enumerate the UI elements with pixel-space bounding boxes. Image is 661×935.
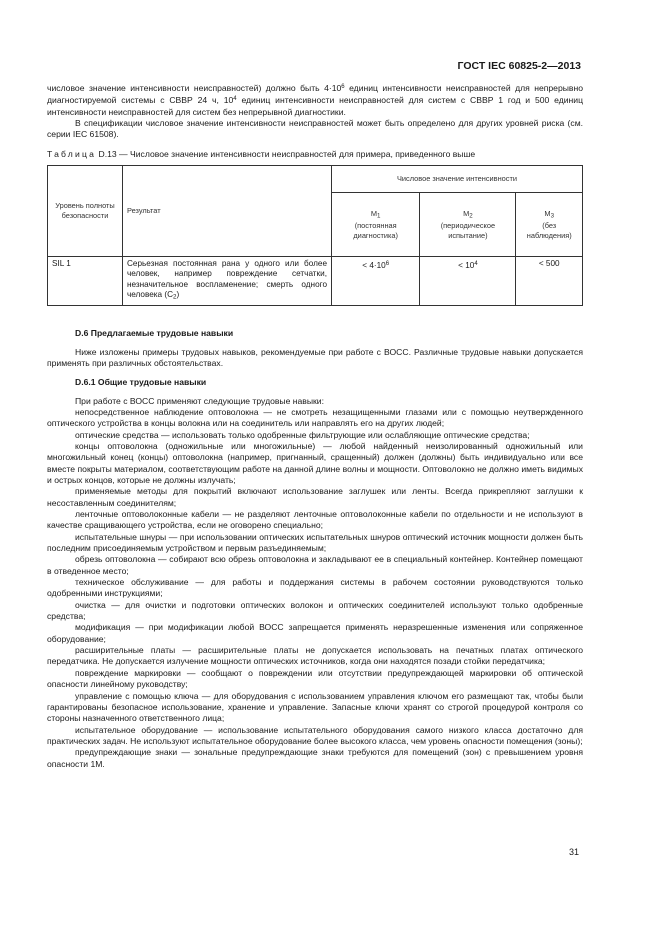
header-safety-level: Уровень полноты безопасности (48, 166, 123, 257)
standard-designation: ГОСТ IEC 60825-2—2013 (457, 60, 581, 72)
header-m1 (332, 193, 420, 257)
paragraph: техническое обслуживание — для работы и поддержания системы в рабочем состоянии руководствуются только одобренными инструкциями; (47, 577, 583, 599)
m2-subscript: 2 (469, 212, 473, 220)
section-d61-body (47, 396, 583, 770)
m3-label: M (544, 208, 551, 218)
paragraph: применяемые методы для покрытий включают использование заглушек или ленты. Всегда прикрепляют заглушки к несоставленным соединителям; (47, 486, 583, 508)
failure-rate-table (47, 165, 583, 306)
paragraph: непосредственное наблюдение оптоволокна — не смотреть незащищенными глазами или с помощью неутвержденного оптического устройства в концы волокна или на соединитель или направлять его на других людей; (47, 406, 583, 429)
paragraph: испытательные шнуры — при использовании оптических испытательных шнуров оптический источник мощности должен быть последним присоединяемым устройством и первым разъединяемым; (47, 531, 583, 554)
m2-value-exponent: 4 (474, 261, 478, 268)
section-heading-d6: D.6 Предлагаемые трудовые навыки (75, 328, 234, 339)
result-end: ) (176, 290, 180, 300)
m1-label: M (370, 208, 378, 218)
header-m2 (420, 193, 516, 257)
cell-m1-value (332, 257, 420, 306)
intro-text-part: единиц интенсивности неисправностей для непрерывно диагностируемой системы с СВВР 24 ч, 10 (47, 83, 583, 106)
paragraph: При работе с ВОСС применяют следующие трудовые навыки: (75, 395, 324, 406)
header-numeric-value: Числовое значение интенсивности (332, 166, 583, 193)
paragraph: предупреждающие знаки — зональные предупреждающие знаки требуются для помещений (зон) с превышением уровня опасности 1М. (47, 747, 583, 769)
paragraph: ленточные оптоволоконные кабели — не разделяют ленточные оптоволоконные кабели по отдельности и не используют в качестве сращивающего устройства, если не оговорено специально; (47, 509, 583, 531)
paragraph: расширительные платы — расширительные платы не допускается использовать на печатных платах оптического передатчика. Не допускается излучение мощности оптических источников, когда они находятся позади стойки передатчика; (47, 645, 583, 667)
intro-text-part: единиц интенсивности неисправностей для систем с СВВР 1 год и 500 единиц интенсивности неисправностей для систем без непрерывной диагностики. (47, 95, 583, 117)
paragraph: обрезь оптоволокна — собирают всю обрезь оптоволокна и закладывают ее в специальный контейнер. Контейнер помещают в отведенное место; (47, 554, 583, 576)
paragraph: повреждение маркировки — сообщают о повреждении или отсутствии предупреждающей маркировки об оптической опасности линейному руководству; (47, 667, 583, 690)
table-caption-text: D.13 — Числовое значение интенсивности неисправностей для примера, приведенного выше (96, 148, 476, 159)
header-m3 (516, 193, 583, 257)
section-heading-d61: D.6.1 Общие трудовые навыки (75, 377, 207, 388)
paragraph: управление с помощью ключа — для оборудования с использованием управления ключом его размещают так, чтобы были гарантированы безопасное использование, хранение и управление. Запасные ключи хранят со строгой процедурой контроля со стороны назначенного ответственного лица; (47, 690, 583, 724)
superscript: 6 (341, 84, 345, 90)
m2-description: (периодическое испытание) (440, 220, 496, 240)
paragraph: концы оптоволокна (одножильные или многожильные) — любой найденный неизолированный одножильный или многожильный конец (концы) оптоволокна (например, пригнанный, сращенный) должен (должны) быть индивидуально или все вместе покрыты материалом, соответствующим работе на данной длине волны и мощности. Оптоволокно не должно иметь видимых и острых концов, которые не должны излучать; (47, 440, 583, 485)
m1-description: (постоянная диагностика) (353, 220, 398, 240)
cell-m3-value: < 500 (516, 257, 583, 306)
header-result: Результат (123, 166, 332, 257)
m1-subscript: 1 (377, 212, 381, 220)
m2-value-base: < 10 (458, 261, 475, 271)
intro-paragraph-2: В спецификации числовое значение интенсивности неисправностей может быть определено для других уровней риска (см. серии IEC 61508). (47, 118, 583, 140)
table-row (48, 257, 583, 306)
cell-level: SIL 1 (48, 257, 123, 306)
paragraph: очистка — для очистки и подготовки оптических волокон и оптических соединителей используют только одобренные средства; (47, 599, 583, 622)
table-caption (47, 149, 583, 160)
cell-result (123, 257, 332, 306)
paragraph: модификация — при модификации любой ВОСС запрещается применять неразрешенные изменения или сопряженное оборудование; (47, 622, 583, 644)
cell-m2-value (420, 257, 516, 306)
intro-paragraph-1 (47, 82, 583, 118)
result-text: Серьезная постоянная рана у одного или более человек, например повреждение сетчатки, незначительное воспламенение; смерть одного человека (C (127, 259, 327, 300)
page-number: 31 (569, 847, 580, 857)
superscript: 4 (233, 96, 237, 103)
result-subscript: 2 (173, 293, 177, 301)
section-d6-text: Ниже изложены примеры трудовых навыков, рекомендуемые при работе с ВОСС. Различные трудовые навыки допускается применять при различных обстоятельствах. (47, 346, 583, 368)
m3-subscript: 3 (550, 212, 555, 220)
m2-label: M (463, 208, 470, 218)
m3-description: (без наблюдения) (526, 220, 572, 240)
intro-text-part: числовое значение интенсивности неисправностей) должно быть 4·10 (47, 83, 342, 93)
paragraph: испытательное оборудование — использование испытательного оборудования самого низкого класса достаточно для практических задач. Не используют испытательное оборудование более высокого класса, чем уровень опасности помещения (зоны); (47, 724, 583, 746)
m1-value-exponent: 6 (385, 261, 390, 268)
table-caption-label: Таблица (47, 148, 97, 159)
paragraph: оптические средства — использовать только одобренные фильтрующие или ослабляющие оптические средства; (75, 429, 530, 440)
m1-value-base: < 4·10 (362, 261, 386, 271)
page-content (47, 82, 583, 770)
